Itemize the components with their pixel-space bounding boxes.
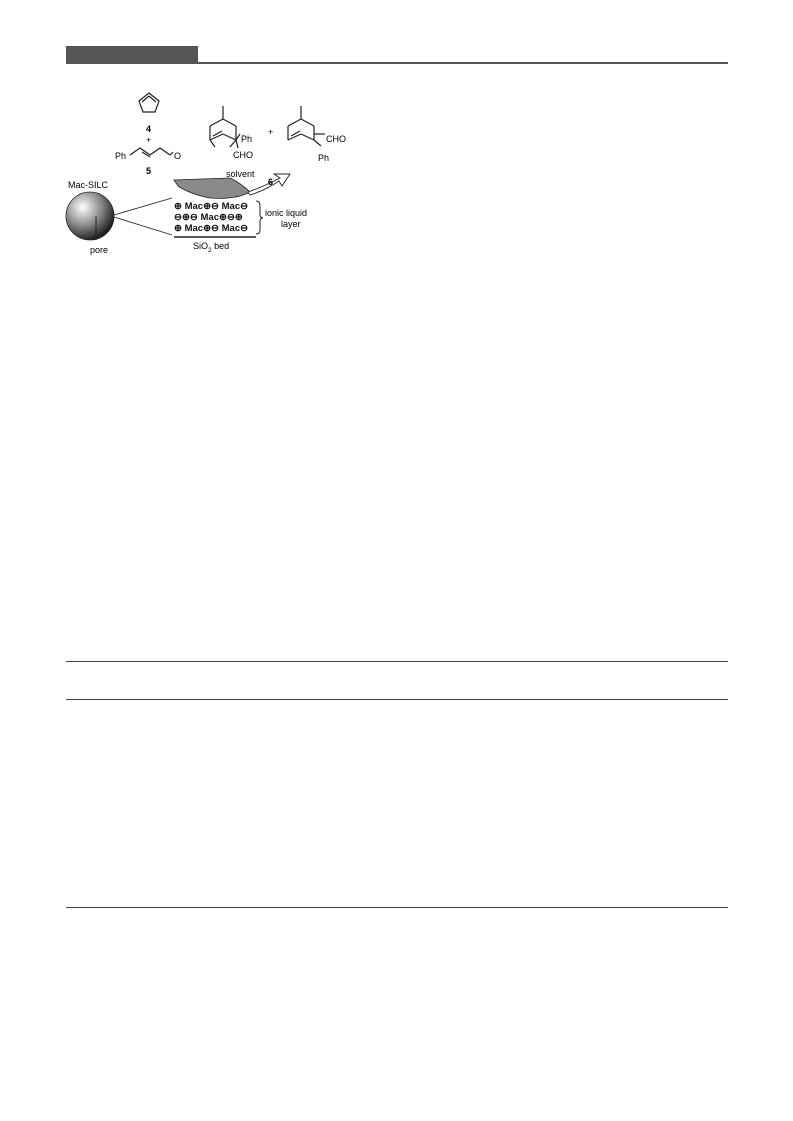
table-bottom-rule — [66, 907, 728, 908]
compound-number-6: 6 — [268, 177, 274, 187]
product-phenyl-label: Ph — [241, 134, 253, 144]
product2-aldehyde-label: CHO — [326, 134, 346, 144]
silica-bead — [66, 192, 114, 240]
product-aldehyde-label: CHO — [233, 150, 253, 160]
header-bar-block — [66, 46, 198, 64]
header-rule — [198, 62, 728, 64]
plus-sign-reactants: + — [146, 135, 152, 145]
layer-brace — [256, 201, 263, 234]
phenyl-label-reactant: Ph — [115, 151, 127, 161]
carbonyl-oxygen-label: O — [174, 151, 182, 161]
support-label: SiO$_2$ bed — [193, 241, 230, 254]
compound-number-4: 4 — [146, 124, 152, 134]
plus-sign-products: + — [268, 127, 274, 137]
table-header-rule — [66, 699, 728, 700]
norbornene-product-2 — [288, 106, 325, 146]
reaction-scheme — [60, 82, 370, 272]
zoom-lines — [114, 198, 172, 235]
compound-number-5: 5 — [146, 166, 152, 176]
table-top-rule — [66, 661, 728, 662]
cinnamaldehyde-structure — [130, 148, 173, 157]
ionic-liquid-layer — [174, 201, 248, 234]
ionic-liquid-label-line1: ionic liquid — [265, 208, 308, 218]
ionic-liquid-label-line2: layer — [281, 219, 301, 229]
layer-row-1: ⊕ Mac⊕⊖ Mac⊖ — [174, 201, 249, 212]
layer-row-2: ⊖⊕⊖ Mac⊕⊖⊕ — [174, 212, 243, 223]
product2-phenyl-label: Ph — [318, 153, 330, 163]
pore-label: pore — [90, 245, 109, 255]
catalyst-label: Mac-SILC — [68, 180, 109, 190]
norbornene-product-1 — [210, 106, 240, 148]
cyclopentadiene-structure — [139, 93, 159, 112]
layer-row-3: ⊕ Mac⊕⊖ Mac⊖ — [174, 223, 249, 234]
solvent-label: solvent — [226, 169, 255, 179]
